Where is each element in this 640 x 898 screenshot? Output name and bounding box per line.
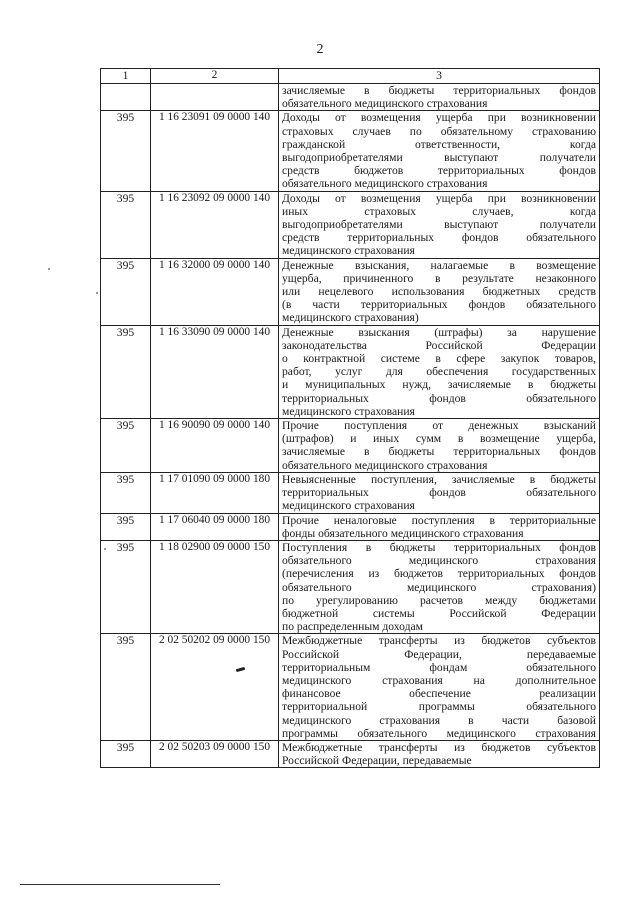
description-line: средств территориальных фондов обязательного xyxy=(282,231,596,245)
administrator-code: 395 xyxy=(101,111,151,191)
revenue-description xyxy=(279,513,600,540)
description-line: выгодоприобретателями выступают получатели xyxy=(282,218,596,232)
header-col-1: 1 xyxy=(101,69,151,84)
description-line: территориальным фондам обязательного xyxy=(282,660,596,674)
revenue-description xyxy=(279,419,600,473)
description-line: Поступления в бюджеты территориальных фондов xyxy=(282,540,596,554)
revenue-description xyxy=(279,740,600,767)
description-line: медицинского страхования на дополнительное xyxy=(282,673,596,687)
revenue-description xyxy=(279,325,600,418)
footnote-separator xyxy=(20,884,220,885)
description-line: зачисляемые в бюджеты территориальных фондов xyxy=(282,445,596,459)
revenue-code xyxy=(151,84,279,111)
description-line: Российской Федерации, передаваемые xyxy=(282,754,472,768)
revenue-description xyxy=(279,634,600,741)
revenue-code: 1 16 32000 09 0000 140 xyxy=(151,258,279,325)
administrator-code: 395 xyxy=(101,513,151,540)
description-line: зачисляемые в бюджеты территориальных фондов xyxy=(282,84,596,97)
table-row xyxy=(101,84,600,111)
description-line: бюджетной системы Российской Федерации xyxy=(282,606,596,620)
revenue-code: 1 18 02900 09 0000 150 xyxy=(151,540,279,633)
description-line: финансовое обеспечение реализации xyxy=(282,687,596,701)
description-line: выгодоприобретателями выступают получатели xyxy=(282,151,596,165)
description-line: по урегулированию расчетов между бюджетами xyxy=(282,593,596,607)
administrator-code: 395 xyxy=(101,740,151,767)
budget-codes-table xyxy=(100,68,600,768)
description-line: иных страховых случаев, когда xyxy=(282,204,596,218)
table-row xyxy=(101,258,600,325)
description-line: медицинского страхования xyxy=(282,404,415,418)
description-line: или нецелевого использования бюджетных средств xyxy=(282,285,596,299)
administrator-code: 395 xyxy=(101,191,151,258)
description-line: законодательства Российской Федерации xyxy=(282,338,596,352)
description-line: Доходы от возмещения ущерба при возникновении xyxy=(282,111,596,125)
table-row xyxy=(101,419,600,473)
description-line: страховых случаев по обязательному страхованию xyxy=(282,124,596,138)
table-row xyxy=(101,325,600,418)
table-row xyxy=(101,111,600,191)
revenue-code: 1 17 01090 09 0000 180 xyxy=(151,472,279,513)
description-line: программы обязательного медицинского страхования xyxy=(282,726,596,740)
description-line: медицинского страхования) xyxy=(282,311,419,325)
description-line: Прочие неналоговые поступления в территориальные xyxy=(282,513,596,527)
description-line: медицинского страхования xyxy=(282,499,415,513)
revenue-code: 1 17 06040 09 0000 180 xyxy=(151,513,279,540)
table-header-row xyxy=(101,69,600,84)
description-line: гражданской ответственности, когда xyxy=(282,137,596,151)
revenue-description xyxy=(279,111,600,191)
table-row xyxy=(101,540,600,633)
description-line: ущерба, причиненного в результате незаконного xyxy=(282,271,596,285)
description-line: Доходы от возмещения ущерба при возникновении xyxy=(282,191,596,205)
description-line: Денежные взыскания (штрафы) за нарушение xyxy=(282,325,596,339)
administrator-code: 395 xyxy=(101,325,151,418)
table-row xyxy=(101,191,600,258)
header-col-3: 3 xyxy=(279,69,600,84)
description-line: (перечисления из бюджетов территориальных фондов xyxy=(282,567,596,581)
header-col-2: 2 xyxy=(151,69,279,84)
description-line: средств бюджетов территориальных фондов xyxy=(282,164,596,178)
administrator-code: 395 xyxy=(101,634,151,741)
revenue-code: 2 02 50202 09 0000 150 xyxy=(151,634,279,741)
revenue-description xyxy=(279,258,600,325)
description-line: по распределенным доходам xyxy=(282,620,423,634)
description-line: территориальных фондов обязательного xyxy=(282,391,596,405)
page-number: 2 xyxy=(316,42,324,57)
description-line: (в части территориальных фондов обязательного xyxy=(282,298,596,312)
table-row xyxy=(101,513,600,540)
revenue-code: 1 16 33090 09 0000 140 xyxy=(151,325,279,418)
description-line: Денежные взыскания, налагаемые в возмещение xyxy=(282,258,596,272)
table-row xyxy=(101,472,600,513)
description-line: Межбюджетные трансферты из бюджетов субъектов xyxy=(282,634,596,648)
scan-artifact xyxy=(48,268,50,270)
administrator-code xyxy=(101,84,151,111)
description-line: Межбюджетные трансферты из бюджетов субъектов xyxy=(282,740,596,754)
administrator-code: 395 xyxy=(101,540,151,633)
description-line: территориальной программы обязательного xyxy=(282,700,596,714)
description-line: обязательного медицинского страхования xyxy=(282,554,596,568)
scan-artifact xyxy=(104,548,106,550)
administrator-code: 395 xyxy=(101,472,151,513)
description-line: обязательного медицинского страхования xyxy=(282,458,488,472)
table-row xyxy=(101,634,600,741)
description-line: обязательного медицинского страхования xyxy=(282,177,488,191)
description-line: территориальных фондов обязательного xyxy=(282,486,596,500)
revenue-description xyxy=(279,84,600,111)
description-line: Невыясненные поступления, зачисляемые в бюджеты xyxy=(282,472,596,486)
description-line: обязательного медицинского страхования xyxy=(282,97,488,111)
description-line: Прочие поступления от денежных взысканий xyxy=(282,419,596,433)
table-row xyxy=(101,740,600,767)
revenue-code: 1 16 90090 09 0000 140 xyxy=(151,419,279,473)
description-line: (штрафов) и иных сумм в возмещение ущерба, xyxy=(282,432,596,446)
description-line: медицинского страхования xyxy=(282,244,415,258)
description-line: работ, услуг для обеспечения государственных xyxy=(282,365,596,379)
administrator-code: 395 xyxy=(101,419,151,473)
revenue-code: 1 16 23092 09 0000 140 xyxy=(151,191,279,258)
description-line: медицинского страхования в части базовой xyxy=(282,713,596,727)
revenue-description xyxy=(279,191,600,258)
revenue-code: 2 02 50203 09 0000 150 xyxy=(151,740,279,767)
revenue-description xyxy=(279,472,600,513)
scan-artifact xyxy=(96,292,98,294)
description-line: и муниципальных нужд, зачисляемые в бюджеты xyxy=(282,378,596,392)
description-line: фонды обязательного медицинского страхования xyxy=(282,526,524,540)
description-line: обязательного медицинского страхования) xyxy=(282,580,596,594)
revenue-description xyxy=(279,540,600,633)
revenue-code: 1 16 23091 09 0000 140 xyxy=(151,111,279,191)
description-line: о контрактной системе в сфере закупок товаров, xyxy=(282,352,596,366)
administrator-code: 395 xyxy=(101,258,151,325)
description-line: Российской Федерации, передаваемые xyxy=(282,647,596,661)
